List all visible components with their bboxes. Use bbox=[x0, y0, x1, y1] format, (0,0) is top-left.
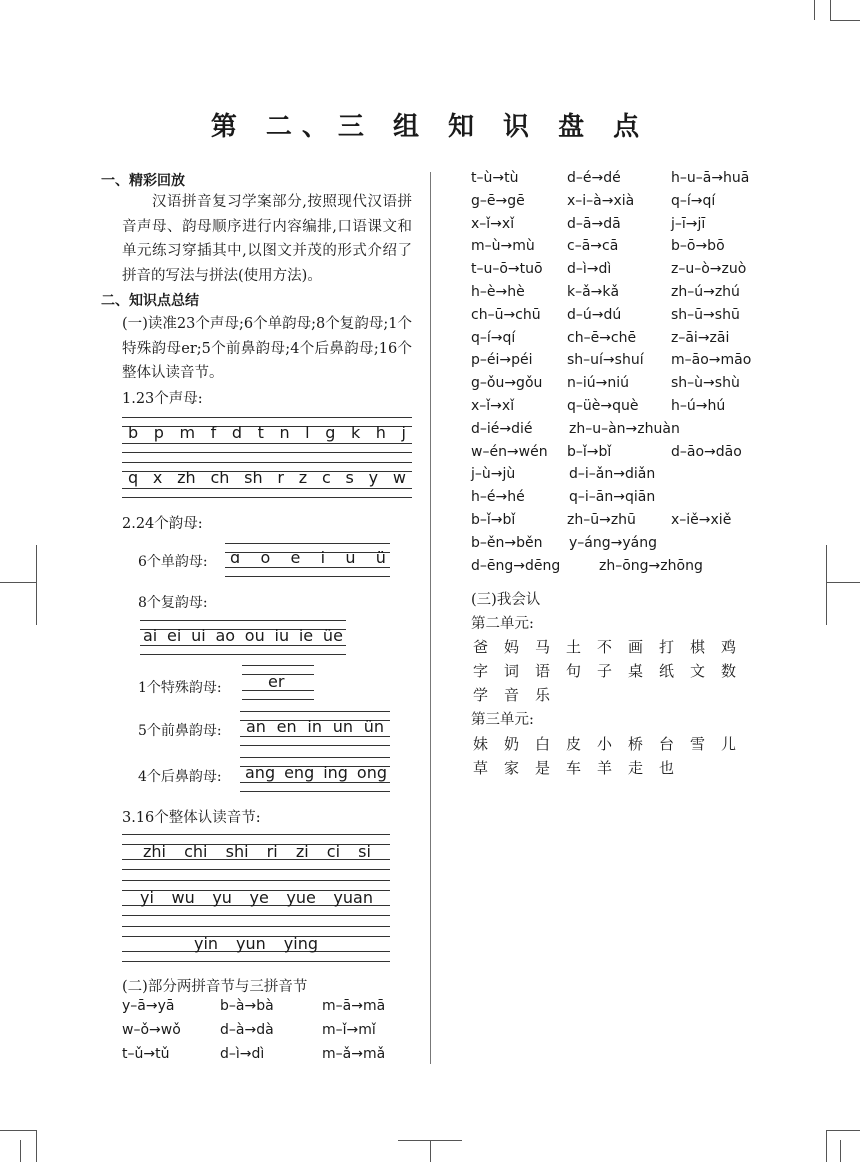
yunmu-item: ün bbox=[363, 717, 384, 736]
crop-mark bbox=[826, 545, 827, 625]
zhengti-syllable: ci bbox=[326, 842, 341, 861]
yunmu-item: in bbox=[307, 717, 322, 736]
zhengti-row-2 bbox=[140, 888, 373, 907]
yunmu-item: ü bbox=[375, 548, 386, 567]
hou-yunmu-label: 4个后鼻韵母: bbox=[138, 769, 222, 785]
hanzi-char: 车 bbox=[566, 759, 582, 777]
grid-line bbox=[122, 452, 412, 453]
yunmu-item: o bbox=[260, 548, 271, 567]
unit3-label: 第三单元: bbox=[471, 712, 534, 728]
zhengti-syllable: yun bbox=[236, 934, 266, 953]
syllable-item: t–ǔ→tǔ bbox=[122, 1046, 170, 1062]
hanzi-char: 家 bbox=[504, 759, 520, 777]
hanzi-char: 打 bbox=[659, 638, 675, 656]
grid-line bbox=[122, 926, 390, 927]
zhengti-row-3 bbox=[194, 934, 318, 953]
yunmu-item: ai bbox=[143, 626, 158, 645]
shengmu-letter: s bbox=[345, 468, 354, 487]
syllable-item: d–āo→dāo bbox=[671, 443, 742, 460]
crop-mark bbox=[840, 1140, 841, 1162]
grid-line bbox=[240, 757, 390, 758]
hanzi-char: 桥 bbox=[628, 735, 644, 753]
syllable-grid-left bbox=[122, 998, 422, 1068]
grid-line bbox=[140, 654, 346, 655]
syllable-item: w–én→wén bbox=[471, 443, 548, 460]
syllable-item: d–ié→dié bbox=[471, 420, 533, 437]
zhengti-syllable: wu bbox=[171, 888, 195, 907]
syllable-item: x–ǐ→xǐ bbox=[471, 215, 515, 232]
crop-mark bbox=[826, 1130, 827, 1162]
yunmu-item: iu bbox=[274, 626, 290, 645]
qian-yunmu-label: 5个前鼻韵母: bbox=[138, 723, 222, 739]
syllable-item: j–ù→jù bbox=[471, 466, 516, 483]
syllable-item: m–ǎ→mǎ bbox=[322, 1046, 386, 1062]
hanzi-char: 奶 bbox=[504, 735, 520, 753]
crop-mark bbox=[430, 1140, 431, 1162]
shengmu-letter: j bbox=[401, 423, 406, 442]
grid-line bbox=[122, 497, 412, 498]
hanzi-char: 乐 bbox=[535, 686, 551, 704]
yunmu-item: i bbox=[320, 548, 326, 567]
syllable-item: y–áng→yáng bbox=[569, 534, 657, 551]
zhengti-syllable: ye bbox=[249, 888, 269, 907]
review-paragraph: 汉语拼音复习学案部分,按照现代汉语拼音声母、韵母顺序进行内容编排,口语课文和单元练习穿插其中,以图文并茂的形式介绍了拼音的写法与拼法(使用方法)。 bbox=[122, 194, 412, 284]
yunmu-item: e bbox=[290, 548, 301, 567]
crop-mark bbox=[826, 1130, 860, 1131]
zhengti-syllable: ying bbox=[283, 934, 318, 953]
yunmu-item: ao bbox=[215, 626, 236, 645]
syllable-item: n–iú→niú bbox=[567, 375, 630, 392]
shengmu-letter: y bbox=[368, 468, 379, 487]
syllable-item: g–ē→gē bbox=[471, 192, 525, 209]
hanzi-char: 句 bbox=[566, 662, 582, 680]
grid-line bbox=[122, 880, 390, 881]
grid-line bbox=[122, 834, 390, 835]
yunmu-item: ing bbox=[323, 763, 348, 782]
shengmu-letter: w bbox=[392, 468, 406, 487]
syllable-item: sh–ù→shù bbox=[671, 375, 740, 392]
syllable-item: z–āi→zāi bbox=[671, 329, 730, 346]
syllable-item: y–ā→yā bbox=[122, 998, 175, 1014]
syllable-item: g–ǒu→gǒu bbox=[471, 375, 543, 392]
hanzi-char: 小 bbox=[597, 735, 613, 753]
hanzi-char: 桌 bbox=[628, 662, 644, 680]
shengmu-letter: g bbox=[325, 423, 336, 442]
syllable-item: zh–ōng→zhōng bbox=[599, 557, 703, 574]
shengmu-letter: z bbox=[298, 468, 308, 487]
unit2-chars-row-3 bbox=[473, 684, 566, 705]
fu-yunmu-row bbox=[143, 626, 343, 645]
syllable-item: b–à→bà bbox=[220, 998, 274, 1014]
syllable-item: b–ěn→běn bbox=[471, 534, 543, 551]
hanzi-char: 语 bbox=[535, 662, 551, 680]
hanzi-char: 不 bbox=[597, 638, 613, 656]
hanzi-char: 草 bbox=[473, 759, 489, 777]
summary-intro: (一)读准23个声母;6个单韵母;8个复韵母;1个特殊韵母er;5个前鼻韵母;4个后鼻韵母;16个整体认读音节。 bbox=[122, 316, 412, 381]
page-title: 第 二、三 组 知 识 盘 点 bbox=[210, 112, 650, 142]
syllable-item: b–ǐ→bǐ bbox=[471, 512, 516, 528]
syllable-item: d–ā→dā bbox=[567, 215, 621, 232]
crop-mark bbox=[36, 1130, 37, 1162]
grid-line bbox=[140, 645, 346, 646]
hanzi-char: 画 bbox=[628, 638, 644, 656]
shengmu-letter: p bbox=[153, 423, 164, 442]
shengmu-letter: b bbox=[128, 423, 139, 442]
yunmu-label: 2.24个韵母: bbox=[122, 516, 203, 532]
yunmu-item: ong bbox=[356, 763, 387, 782]
syllable-item: x–i–à→xià bbox=[567, 192, 635, 209]
grid-line bbox=[122, 443, 412, 444]
shengmu-row-2 bbox=[128, 468, 406, 487]
yunmu-item: ɑ bbox=[230, 548, 241, 567]
qian-yunmu-row bbox=[246, 717, 384, 736]
zhengti-syllable: chi bbox=[184, 842, 208, 861]
yunmu-item: u bbox=[345, 548, 356, 567]
syllable-item: d–i–ǎn→diǎn bbox=[569, 466, 656, 483]
hanzi-char: 也 bbox=[659, 759, 675, 777]
yunmu-item: üe bbox=[322, 626, 343, 645]
crop-mark bbox=[0, 582, 36, 583]
syllable-item: b–ǐ→bǐ bbox=[567, 443, 612, 460]
shengmu-letter: m bbox=[179, 423, 196, 442]
shengmu-letter: ch bbox=[210, 468, 230, 487]
zhengti-syllable: ri bbox=[266, 842, 278, 861]
syllable-item: ch–ū→chū bbox=[471, 306, 541, 323]
syllable-item: p–éi→péi bbox=[471, 352, 533, 369]
syllable-item: j–ī→jī bbox=[671, 215, 706, 232]
unit3-chars-row-2 bbox=[473, 757, 690, 778]
hanzi-char: 走 bbox=[628, 759, 644, 777]
zhengti-syllable: yi bbox=[140, 888, 154, 907]
yunmu-item: eng bbox=[284, 763, 315, 782]
fu-yunmu-label: 8个复韵母: bbox=[138, 595, 208, 611]
hanzi-char: 土 bbox=[566, 638, 582, 656]
zhengti-syllable: shi bbox=[225, 842, 249, 861]
shengmu-letter: r bbox=[277, 468, 284, 487]
syllable-item: d–ì→dì bbox=[567, 261, 612, 278]
zhengti-syllable: yu bbox=[212, 888, 232, 907]
hanzi-char: 爸 bbox=[473, 638, 489, 656]
syllable-item: h–ú→hú bbox=[671, 398, 726, 414]
grid-line bbox=[122, 417, 412, 418]
hanzi-char: 词 bbox=[504, 662, 520, 680]
syllable-item: x–iě→xiě bbox=[671, 512, 732, 528]
part3-heading: (三)我会认 bbox=[471, 592, 541, 608]
syllable-item: b–ō→bō bbox=[671, 238, 725, 255]
zhengti-syllable: yin bbox=[194, 934, 219, 953]
section-heading-summary: 二、知识点总结 bbox=[101, 293, 199, 309]
crop-mark bbox=[0, 1130, 36, 1131]
grid-line bbox=[240, 736, 390, 737]
shengmu-letter: q bbox=[128, 468, 139, 487]
syllable-item: w–ǒ→wǒ bbox=[122, 1022, 181, 1038]
grid-line bbox=[122, 915, 390, 916]
unit2-chars-row-1 bbox=[473, 636, 752, 657]
syllable-item: zh–ú→zhú bbox=[671, 284, 740, 300]
shengmu-letter: l bbox=[305, 423, 310, 442]
grid-line bbox=[240, 711, 390, 712]
shengmu-letter: sh bbox=[244, 468, 263, 487]
hanzi-char: 是 bbox=[535, 759, 551, 777]
te-yunmu-label: 1个特殊韵母: bbox=[138, 680, 222, 696]
grid-line bbox=[240, 791, 390, 792]
syllable-item: h–u–ā→huā bbox=[671, 170, 750, 186]
crop-mark bbox=[830, 0, 831, 20]
hou-yunmu-row bbox=[245, 763, 387, 782]
grid-line bbox=[242, 665, 314, 666]
syllable-item: d–ú→dú bbox=[567, 306, 622, 323]
syllable-item: x–ǐ→xǐ bbox=[471, 398, 515, 414]
syllable-item: zh–ū→zhū bbox=[567, 512, 636, 528]
syllable-item: zh–u–àn→zhuàn bbox=[569, 420, 680, 437]
grid-line bbox=[122, 488, 412, 489]
shengmu-letter: c bbox=[321, 468, 331, 487]
crop-mark bbox=[20, 1140, 21, 1162]
hanzi-char: 学 bbox=[473, 686, 489, 704]
hanzi-char: 羊 bbox=[597, 759, 613, 777]
hanzi-char: 数 bbox=[721, 662, 737, 680]
hanzi-char: 白 bbox=[535, 735, 551, 753]
yunmu-item: ui bbox=[191, 626, 206, 645]
yunmu-item: ie bbox=[298, 626, 314, 645]
syllable-item: m–ā→mā bbox=[322, 998, 386, 1014]
hanzi-char: 字 bbox=[473, 662, 489, 680]
syllable-item: q–í→qí bbox=[471, 329, 516, 346]
column-divider bbox=[430, 172, 431, 1064]
syllable-item: sh–ū→shū bbox=[671, 306, 740, 323]
syllable-item: t–ù→tù bbox=[471, 170, 519, 186]
hanzi-char: 台 bbox=[659, 735, 675, 753]
crop-mark bbox=[830, 20, 860, 21]
section-heading-review: 一、精彩回放 bbox=[101, 173, 185, 189]
crop-mark bbox=[826, 582, 860, 583]
shengmu-letter: d bbox=[231, 423, 243, 442]
hanzi-char: 棋 bbox=[690, 638, 706, 656]
grid-line bbox=[240, 745, 390, 746]
syllable-item: d–é→dé bbox=[567, 170, 621, 186]
yunmu-item: ou bbox=[244, 626, 265, 645]
hanzi-char: 音 bbox=[504, 686, 520, 704]
syllable-item: h–è→hè bbox=[471, 284, 525, 300]
zhengti-syllable: si bbox=[358, 842, 371, 861]
zhengti-syllable: zhi bbox=[143, 842, 166, 861]
grid-line bbox=[225, 543, 390, 544]
unit3-chars-row-1 bbox=[473, 733, 752, 754]
syllable-item: m–āo→māo bbox=[671, 352, 752, 369]
hanzi-char: 纸 bbox=[659, 662, 675, 680]
zhengti-syllable: zi bbox=[295, 842, 309, 861]
yunmu-item: ang bbox=[245, 763, 276, 782]
part2-heading: (二)部分两拼音节与三拼音节 bbox=[122, 979, 308, 995]
hanzi-char: 马 bbox=[535, 638, 551, 656]
crop-mark bbox=[36, 545, 37, 625]
syllable-grid-right bbox=[471, 170, 801, 590]
grid-line bbox=[242, 699, 314, 700]
grid-line bbox=[122, 869, 390, 870]
shengmu-letter: k bbox=[350, 423, 361, 442]
zhengti-label: 3.16个整体认读音节: bbox=[122, 810, 261, 826]
shengmu-letter: t bbox=[257, 423, 264, 442]
syllable-item: h–é→hé bbox=[471, 489, 525, 506]
syllable-item: ch–ē→chē bbox=[567, 329, 637, 346]
syllable-item: m–ǐ→mǐ bbox=[322, 1022, 376, 1038]
hanzi-char: 儿 bbox=[721, 735, 737, 753]
syllable-item: d–ēng→dēng bbox=[471, 557, 561, 574]
hanzi-char: 雪 bbox=[690, 735, 706, 753]
syllable-item: z–u–ò→zuò bbox=[671, 261, 747, 278]
syllable-item: sh–uí→shuí bbox=[567, 352, 644, 369]
yunmu-item: un bbox=[332, 717, 353, 736]
zhengti-syllable: yuan bbox=[333, 888, 373, 907]
syllable-item: k–ǎ→kǎ bbox=[567, 284, 620, 300]
hanzi-char: 皮 bbox=[566, 735, 582, 753]
te-yunmu-value: er bbox=[268, 672, 285, 691]
shengmu-label: 1.23个声母: bbox=[122, 391, 203, 407]
syllable-item: m–ù→mù bbox=[471, 238, 535, 255]
dan-yunmu-row bbox=[230, 548, 386, 567]
syllable-item: d–à→dà bbox=[220, 1022, 274, 1038]
grid-line bbox=[122, 961, 390, 962]
hanzi-char: 子 bbox=[597, 662, 613, 680]
grid-line bbox=[240, 782, 390, 783]
grid-line bbox=[140, 620, 346, 621]
syllable-item: q–í→qí bbox=[671, 192, 716, 209]
dan-yunmu-label: 6个单韵母: bbox=[138, 554, 208, 570]
hanzi-char: 文 bbox=[690, 662, 706, 680]
syllable-item: q–üè→què bbox=[567, 398, 639, 414]
grid-line bbox=[225, 567, 390, 568]
hanzi-char: 妈 bbox=[504, 638, 520, 656]
yunmu-item: an bbox=[246, 717, 266, 736]
syllable-item: c–ā→cā bbox=[567, 238, 619, 255]
hanzi-char: 鸡 bbox=[721, 638, 737, 656]
yunmu-item: ei bbox=[167, 626, 182, 645]
shengmu-letter: h bbox=[375, 423, 386, 442]
crop-mark bbox=[814, 0, 815, 20]
syllable-item: d–ì→dì bbox=[220, 1046, 265, 1062]
yunmu-item: en bbox=[276, 717, 297, 736]
syllable-item: t–u–ō→tuō bbox=[471, 261, 543, 278]
shengmu-letter: x bbox=[152, 468, 163, 487]
zhengti-row-1 bbox=[143, 842, 371, 861]
shengmu-letter: f bbox=[210, 423, 217, 442]
unit2-chars-row-2 bbox=[473, 660, 752, 681]
shengmu-letter: zh bbox=[177, 468, 196, 487]
unit2-label: 第二单元: bbox=[471, 616, 534, 632]
zhengti-syllable: yue bbox=[286, 888, 316, 907]
shengmu-letter: n bbox=[279, 423, 290, 442]
syllable-item: q–i–ān→qiān bbox=[569, 489, 656, 506]
shengmu-row-1 bbox=[128, 423, 406, 442]
grid-line bbox=[225, 576, 390, 577]
hanzi-char: 妹 bbox=[473, 735, 489, 753]
grid-line bbox=[122, 462, 412, 463]
